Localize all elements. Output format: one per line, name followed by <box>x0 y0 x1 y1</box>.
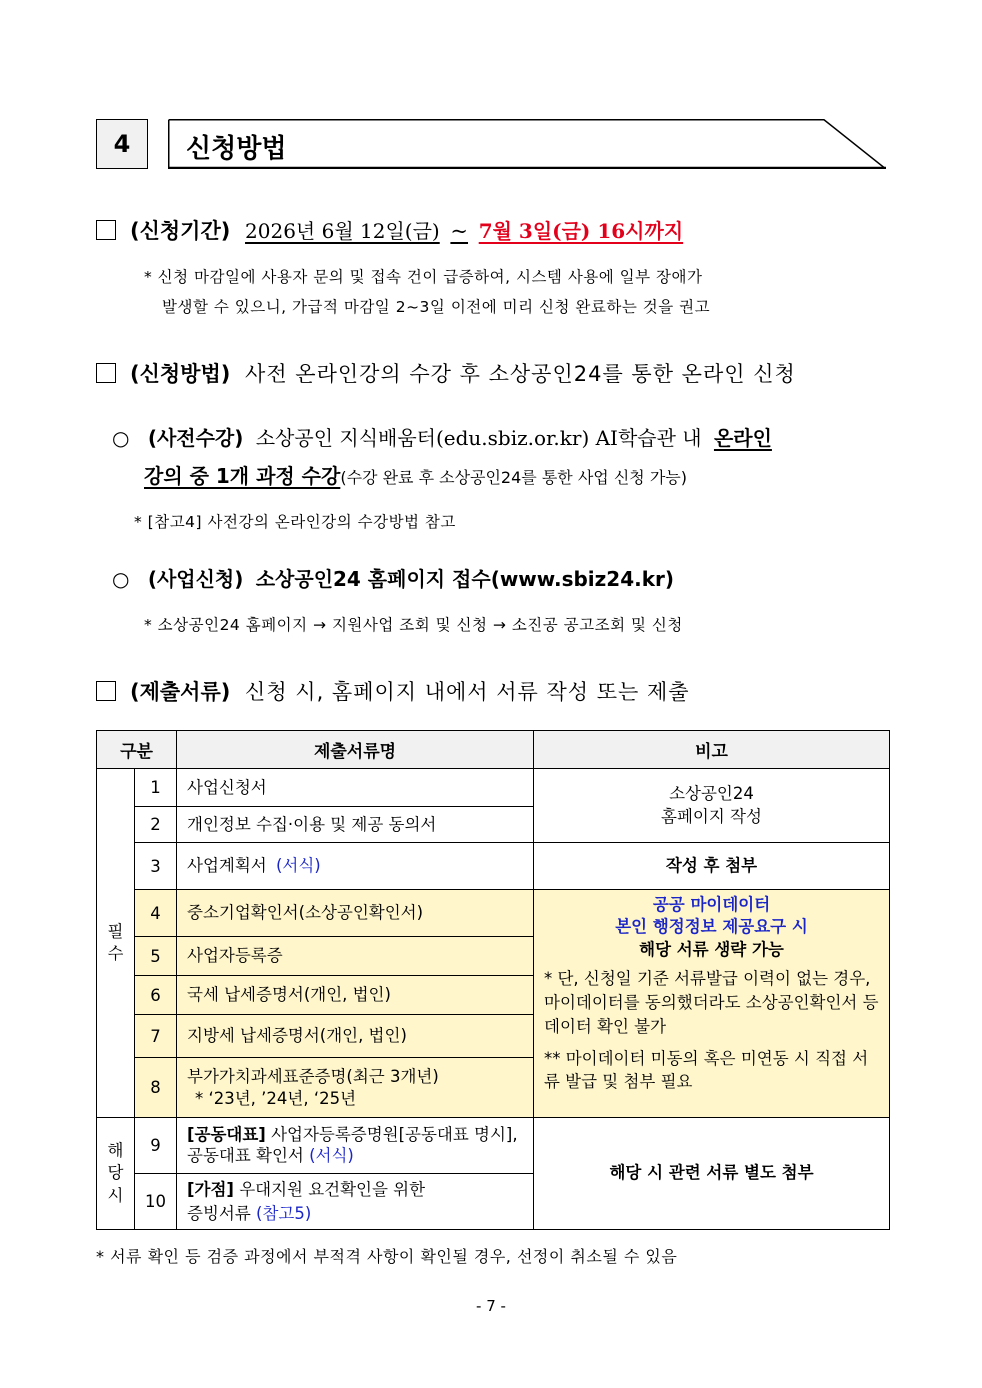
business-apply-note: * 소상공인24 홈페이지 → 지원사업 조회 및 신청 → 소진공 공고조회 및 신청 <box>144 616 683 634</box>
period-label: (신청기간) <box>130 219 231 243</box>
row-no: 7 <box>135 1015 177 1058</box>
business-apply-text: 소상공인24 홈페이지 접수(www.sbiz24.kr) <box>255 567 675 591</box>
row-doc <box>177 843 534 890</box>
row-no: 10 <box>135 1174 177 1230</box>
note-optional: 해당 시 관련 서류 별도 첨부 <box>534 1118 890 1230</box>
note-mydata-line1: 공공 마이데이터 <box>652 895 771 914</box>
section-title: 신청방법 <box>186 134 287 164</box>
row-doc: 지방세 납세증명서(개인, 법인) <box>177 1015 534 1058</box>
header-category: 구분 <box>97 731 177 769</box>
category-required: 필 수 <box>97 769 135 1118</box>
note-mydata-line3: 해당 서류 생략 가능 <box>639 939 784 959</box>
row-no: 8 <box>135 1058 177 1118</box>
row-doc-name-2: 공동대표 확인서 <box>187 1145 304 1165</box>
pre-course-text: 소상공인 지식배움터(edu.sbiz.or.kr) AI학습관 내 <box>255 426 702 450</box>
documents-text: 신청 시, 홈페이지 내에서 서류 작성 또는 제출 <box>245 680 690 704</box>
row-no: 5 <box>135 937 177 976</box>
row-no: 4 <box>135 890 177 937</box>
row-doc: 국세 납세증명서(개인, 법인) <box>177 976 534 1015</box>
table-row <box>97 769 890 807</box>
pre-course-note: * [참고4] 사전강의 온라인강의 수강방법 참고 <box>134 513 456 531</box>
row-doc <box>177 1174 534 1230</box>
row-doc-sub: * ‘23년, ’24년, ‘25년 <box>195 1088 357 1108</box>
row-doc-name: 우대지원 요건확인을 위한 <box>239 1180 426 1200</box>
business-apply-label: (사업신청) <box>147 567 244 591</box>
period-line <box>96 215 683 245</box>
business-apply-line <box>112 563 674 592</box>
row-doc: 중소기업확인서(소상공인확인서) <box>177 890 534 937</box>
documents-footnote: * 서류 확인 등 검증 과정에서 부적격 사항이 확인될 경우, 선정이 취소될 수 있음 <box>96 1247 678 1266</box>
row-no: 2 <box>135 807 177 843</box>
row-doc-name: 사업자등록증명원[공동대표 명시], <box>271 1124 518 1144</box>
note-mydata-line2: 본인 행정정보 제공요구 시 <box>615 917 808 937</box>
method-label: (신청방법) <box>130 362 231 386</box>
pre-course-label: (사전수강) <box>147 426 244 450</box>
row-doc-name-2: 증빙서류 <box>187 1203 251 1223</box>
row-no: 6 <box>135 976 177 1015</box>
row-doc-name: 사업계획서 <box>187 856 267 876</box>
note-sbiz24-line2: 홈페이지 작성 <box>661 806 762 826</box>
bullet-icon: ○ <box>112 567 130 591</box>
reference-link[interactable]: (참고5) <box>256 1203 312 1223</box>
section-title-box <box>168 119 886 169</box>
note-mydata-star2: ** 마이데이터 미동의 혹은 미연동 시 직접 서류 발급 및 첨부 필요 <box>544 1048 869 1092</box>
checkbox-icon <box>96 220 116 240</box>
row-no: 3 <box>135 843 177 890</box>
form-link[interactable]: (서식) <box>275 856 321 876</box>
page-number: - 7 - <box>476 1297 506 1315</box>
documents-table <box>96 730 890 1230</box>
form-link[interactable]: (서식) <box>309 1145 354 1165</box>
header-document: 제출서류명 <box>177 731 534 769</box>
bullet-icon: ○ <box>112 426 130 450</box>
pre-course-line-1 <box>112 422 772 451</box>
method-text: 사전 온라인강의 수강 후 소상공인24를 통한 온라인 신청 <box>245 362 796 386</box>
row-doc <box>177 1118 534 1174</box>
table-row <box>97 843 890 890</box>
table-row <box>97 890 890 937</box>
pre-course-note-inline: (수강 완료 후 소상공인24를 통한 사업 신청 가능) <box>340 468 687 487</box>
period-tilde: ~ <box>450 219 469 243</box>
table-header-row <box>97 731 890 769</box>
period-note-1: * 신청 마감일에 사용자 문의 및 접속 건이 급증하여, 시스템 사용에 일부 장애가 <box>144 268 703 286</box>
documents-line <box>96 676 690 706</box>
documents-label: (제출서류) <box>130 680 231 704</box>
note-mydata-star1: * 단, 신청일 기준 서류발급 이력이 없는 경우, 마이데이터를 동의했더라도 소상공인확인서 등 데이터 확인 불가 <box>544 968 879 1036</box>
header-note: 비고 <box>534 731 890 769</box>
note-sbiz24-line1: 소상공인24 <box>669 784 754 804</box>
row-doc: 개인정보 수집·이용 및 제공 동의서 <box>177 807 534 843</box>
row-doc-name: 부가가치과세표준증명(최근 3개년) <box>187 1067 439 1087</box>
pre-course-highlight-2: 강의 중 1개 과정 수강 <box>144 464 341 488</box>
row-doc: 사업자등록증 <box>177 937 534 976</box>
method-line <box>96 358 796 388</box>
table-row <box>97 1118 890 1174</box>
period-note-2: 발생할 수 있으니, 가급적 마감일 2~3일 이전에 미리 신청 완료하는 것을 권고 <box>162 298 711 316</box>
row-doc-tag: [공동대표] <box>187 1124 266 1144</box>
pre-course-line-2 <box>144 460 687 489</box>
checkbox-icon <box>96 363 116 383</box>
row-doc <box>177 1058 534 1118</box>
row-no: 9 <box>135 1118 177 1174</box>
period-end: 7월 3일(금) 16시까지 <box>478 219 684 243</box>
checkbox-icon <box>96 681 116 701</box>
note-sbiz24 <box>534 769 890 843</box>
note-attach: 작성 후 첨부 <box>534 843 890 890</box>
section-number: 4 <box>96 119 148 169</box>
row-doc: 사업신청서 <box>177 769 534 807</box>
row-no: 1 <box>135 769 177 807</box>
period-start: 2026년 6월 12일(금) <box>245 219 440 243</box>
row-doc-tag: [가점] <box>187 1180 234 1200</box>
pre-course-highlight-1: 온라인 <box>713 426 772 450</box>
category-applicable: 해 당 시 <box>97 1118 135 1230</box>
note-mydata <box>534 890 890 1118</box>
